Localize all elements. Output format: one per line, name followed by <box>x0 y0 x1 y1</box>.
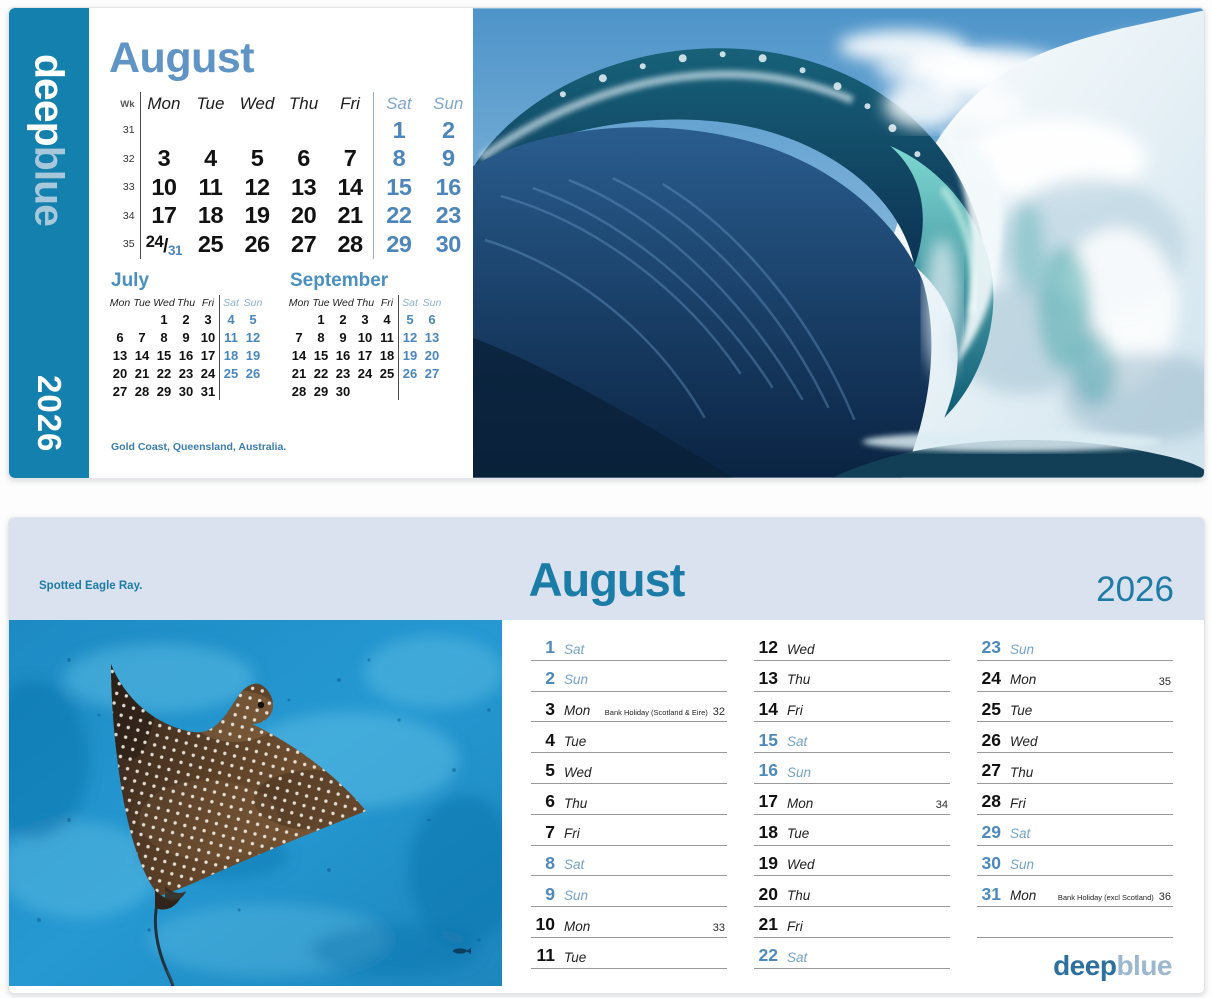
grid-week-row <box>105 230 473 259</box>
mini-day-cell: 29 <box>313 383 329 399</box>
mini-day-cell: 11 <box>380 329 394 345</box>
empty-ruled-line <box>977 907 1173 938</box>
brand-blue: blue <box>26 145 73 226</box>
day-name: Mon <box>1010 888 1037 903</box>
mini-day-cell: 21 <box>134 365 150 381</box>
day-name: Fri <box>564 826 580 842</box>
day-cell: 29 <box>374 230 424 259</box>
day-row-right <box>936 799 950 811</box>
mini-day-cell: 15 <box>156 347 172 363</box>
mini-day-cell: 30 <box>178 383 194 399</box>
day-row <box>977 692 1173 723</box>
day-row <box>531 753 727 784</box>
day-row <box>531 722 727 753</box>
mini-day-cell: 14 <box>134 347 150 363</box>
mini-week-row <box>288 382 443 400</box>
mini-day-cell <box>109 310 131 328</box>
mini-day-cell: 7 <box>295 329 303 345</box>
mini-day-cell: 25 <box>379 365 395 381</box>
mini-day-cell: 17 <box>200 347 216 363</box>
day-name: Wed <box>1010 734 1038 750</box>
day-cell: 11 <box>198 173 223 200</box>
day-cell: 12 <box>244 173 270 200</box>
eagle-ray-illustration <box>9 620 502 986</box>
mini-day-cell: 22 <box>156 365 172 381</box>
day-cell: 16 <box>435 173 461 200</box>
mini-day-cell <box>220 382 243 400</box>
mini-week-row <box>109 328 264 346</box>
day-row-right <box>713 922 727 934</box>
mini-header-fri: Fri <box>201 296 215 309</box>
day-row <box>754 630 950 661</box>
day-name: Sun <box>564 672 589 688</box>
day-name: Mon <box>564 703 591 719</box>
holiday-note: Bank Holiday (Scotland & Eire) <box>604 708 708 718</box>
day-column-2 <box>754 630 950 969</box>
grid-header-fri: Fri <box>340 94 360 113</box>
day-name: Mon <box>564 918 591 934</box>
mini-week-row <box>109 310 264 328</box>
day-cell: 10 <box>140 173 187 202</box>
mini-week-row <box>288 364 443 382</box>
day-cell: 26 <box>244 230 270 257</box>
day-cell <box>187 116 233 145</box>
mini-day-cell: 12 <box>245 329 261 345</box>
header-band <box>9 518 1204 620</box>
day-number: 23 <box>981 637 1001 658</box>
mini-day-cell: 25 <box>220 364 243 382</box>
mini-day-cell: 24 <box>357 365 373 381</box>
mini-header-sat: Sat <box>399 295 422 310</box>
day-row <box>977 846 1173 877</box>
day-name: Sat <box>787 734 808 750</box>
day-number: 17 <box>758 791 778 812</box>
mini-day-cell: 6 <box>428 311 436 327</box>
week-number: 31 <box>122 124 135 137</box>
mini-header-fri: Fri <box>380 296 394 309</box>
day-row-right <box>1058 891 1173 903</box>
mini-day-cell: 10 <box>357 329 373 345</box>
day-number: 25 <box>981 698 1001 719</box>
day-number: 29 <box>981 822 1001 843</box>
week-number: 33 <box>122 181 135 194</box>
day-number: 8 <box>545 852 555 873</box>
day-24: 24 <box>145 232 164 251</box>
day-number: 7 <box>545 822 555 843</box>
day-number: 21 <box>758 914 778 935</box>
week-number: 35 <box>1158 675 1171 688</box>
mini-day-cell: 19 <box>399 346 422 364</box>
day-name: Mon <box>787 795 814 811</box>
mini-day-cell: 26 <box>245 365 261 381</box>
mini-month-title: September <box>290 270 389 291</box>
week-number: 32 <box>712 706 725 719</box>
day-number: 3 <box>545 698 555 719</box>
august-grid-body <box>105 116 473 259</box>
mini-week-row <box>288 328 443 346</box>
day-number: 14 <box>758 698 778 719</box>
day-column-3 <box>977 630 1173 969</box>
day-cell: 25 <box>197 230 224 257</box>
day-name: Mon <box>1010 672 1037 688</box>
mini-day-cell: 3 <box>204 311 212 327</box>
mini-day-cell: 5 <box>249 311 257 327</box>
brand-deep: deep <box>26 54 73 146</box>
day-row <box>531 661 727 692</box>
top-calendar-card <box>8 7 1205 479</box>
day-row <box>754 907 950 938</box>
day-number: 2 <box>545 668 555 689</box>
mini-day-cell: 24 <box>200 365 216 381</box>
mini-day-cell: 16 <box>178 347 194 363</box>
mini-calendar-september <box>288 270 443 400</box>
day-row <box>531 815 727 846</box>
mini-day-cell: 7 <box>138 329 146 345</box>
mini-header-sun: Sun <box>422 296 442 309</box>
mini-header-sat: Sat <box>220 295 243 310</box>
mini-day-cell: 26 <box>399 364 422 382</box>
day-name: Sat <box>787 949 808 965</box>
day-row <box>531 784 727 815</box>
grid-header-tue: Tue <box>196 94 225 113</box>
mini-week-row <box>109 382 264 400</box>
day-column-1 <box>531 630 727 969</box>
mini-calendar-grid <box>288 295 443 400</box>
mini-day-cell: 3 <box>361 311 369 327</box>
day-row <box>977 661 1173 692</box>
day-cell: 15 <box>374 173 424 202</box>
day-row <box>977 784 1173 815</box>
mini-day-cell: 30 <box>335 383 351 399</box>
day-cell: 21 <box>337 202 363 229</box>
day-name: Wed <box>564 764 592 780</box>
ocean-wave-photo <box>473 8 1204 478</box>
day-name: Sun <box>787 764 812 780</box>
day-cell: 2 <box>441 116 455 143</box>
mini-day-cell: 11 <box>220 328 243 346</box>
day-row <box>754 753 950 784</box>
bottom-month-title: August <box>528 553 685 606</box>
holiday-note: Bank Holiday (excl Scotland) <box>1057 893 1154 903</box>
brand-sidebar <box>9 8 89 478</box>
day-cell <box>140 230 187 259</box>
mini-day-cell: 28 <box>291 383 307 399</box>
day-row <box>977 722 1173 753</box>
day-cell <box>234 116 281 145</box>
day-name: Sun <box>564 888 589 903</box>
mini-day-cell: 19 <box>245 347 261 363</box>
mini-day-cell: 18 <box>220 346 243 364</box>
day-number: 22 <box>758 945 778 966</box>
day-name: Tue <box>1010 703 1033 719</box>
day-name: Fri <box>787 918 803 934</box>
day-name: Thu <box>1010 764 1034 780</box>
day-cell <box>327 116 374 145</box>
week-number: 34 <box>935 798 948 811</box>
day-cell: 8 <box>374 145 424 174</box>
day-number: 20 <box>758 883 778 904</box>
grid-header-sun: Sun <box>433 94 464 113</box>
wk-label: Wk <box>120 98 135 110</box>
mini-day-cell: 9 <box>339 329 347 345</box>
day-cell: 17 <box>140 202 187 231</box>
grid-week-row <box>105 173 473 202</box>
day-list-columns <box>531 630 1173 969</box>
day-cell: 22 <box>374 202 424 231</box>
mini-day-cell <box>131 310 153 328</box>
day-number: 10 <box>535 914 555 935</box>
day-number: 27 <box>981 760 1001 781</box>
grid-week-row <box>105 116 473 145</box>
mini-day-cell: 2 <box>339 311 347 327</box>
mini-day-cell: 23 <box>335 365 351 381</box>
mini-day-cell: 31 <box>200 383 216 399</box>
day-name: Sat <box>564 641 585 657</box>
day-number: 6 <box>545 791 555 812</box>
grid-header-thu: Thu <box>288 94 319 113</box>
day-row <box>977 876 1173 907</box>
day-row <box>754 938 950 969</box>
mini-day-cell: 29 <box>156 383 172 399</box>
mini-day-cell <box>354 382 376 400</box>
day-name: Fri <box>1010 795 1026 811</box>
day-name: Wed <box>787 857 815 873</box>
mini-day-cell: 21 <box>291 365 307 381</box>
day-row <box>754 876 950 907</box>
day-cell: 23 <box>435 202 461 229</box>
mini-day-cell: 27 <box>424 365 440 381</box>
mini-day-cell: 23 <box>178 365 194 381</box>
day-cell: 3 <box>140 145 187 174</box>
day-number: 4 <box>545 729 555 750</box>
day-cell: 27 <box>291 230 317 257</box>
mini-day-cell: 2 <box>182 311 190 327</box>
week-number: 36 <box>1158 891 1171 904</box>
day-row <box>977 815 1173 846</box>
mini-day-cell: 20 <box>112 365 128 381</box>
mini-day-cell: 12 <box>399 328 422 346</box>
day-name: Sun <box>1010 641 1035 657</box>
day-cell: 18 <box>197 202 224 229</box>
grid-header-row <box>105 92 473 116</box>
brand-deep: deep <box>1053 950 1117 981</box>
day-cell: 13 <box>291 173 317 200</box>
mini-day-cell <box>421 382 443 400</box>
mini-header-tue: Tue <box>312 296 330 309</box>
week-number: 32 <box>122 152 135 165</box>
mini-header-row <box>288 295 443 310</box>
mini-day-cell: 22 <box>313 365 329 381</box>
bottom-calendar-card <box>8 517 1205 994</box>
day-number: 30 <box>981 852 1001 873</box>
mini-header-wed: Wed <box>153 296 175 309</box>
day-cell: 5 <box>250 145 264 172</box>
day-row <box>531 938 727 969</box>
mini-day-cell: 8 <box>160 329 168 345</box>
month-title: August <box>109 34 255 82</box>
mini-day-cell: 9 <box>182 329 190 345</box>
day-cell: 20 <box>291 202 317 229</box>
day-name: Sat <box>1010 826 1031 842</box>
mini-month-title: July <box>111 270 150 291</box>
mini-calendar-july <box>109 270 264 400</box>
day-name: Tue <box>787 826 810 842</box>
day-number: 31 <box>981 883 1001 904</box>
day-row <box>977 753 1173 784</box>
mini-day-cell: 1 <box>317 311 325 327</box>
day-name: Sun <box>1010 857 1035 873</box>
mini-header-row <box>109 295 264 310</box>
day-name: Wed <box>787 641 815 657</box>
mini-day-cell: 6 <box>116 329 124 345</box>
day-name: Thu <box>787 888 811 903</box>
day-number: 26 <box>981 729 1001 750</box>
mini-day-cell: 16 <box>335 347 351 363</box>
day-cell <box>140 116 187 145</box>
mini-day-cell: 13 <box>424 329 440 345</box>
bottom-year: 2026 <box>1096 570 1174 609</box>
mini-day-cell: 4 <box>383 311 391 327</box>
mini-day-cell: 15 <box>313 347 329 363</box>
day-name: Thu <box>564 795 588 811</box>
day-row <box>531 907 727 938</box>
day-number: 15 <box>758 729 778 750</box>
day-cell: 14 <box>337 173 363 200</box>
day-row <box>754 692 950 723</box>
week-number: 33 <box>712 921 725 934</box>
day-number: 9 <box>545 883 555 904</box>
mini-day-cell: 4 <box>220 310 243 328</box>
day-cell <box>280 116 327 145</box>
mini-day-cell: 27 <box>112 383 128 399</box>
grid-header-wed: Wed <box>239 94 275 113</box>
day-number: 18 <box>758 822 778 843</box>
mini-week-row <box>109 364 264 382</box>
mini-day-cell <box>288 310 310 328</box>
photo-location-caption: Gold Coast, Queensland, Australia. <box>111 441 287 453</box>
day-row-right <box>605 706 727 718</box>
mini-header-sun: Sun <box>243 296 263 309</box>
week-number: 34 <box>122 209 135 222</box>
mini-day-cell: 17 <box>357 347 373 363</box>
day-name: Thu <box>787 672 811 688</box>
day-cell: 4 <box>204 145 217 172</box>
day-name: Tue <box>564 734 587 750</box>
photo-subject-caption: Spotted Eagle Ray. <box>39 580 143 592</box>
day-cell: 30 <box>435 230 461 257</box>
day-row <box>754 815 950 846</box>
day-row <box>754 661 950 692</box>
mini-header-mon: Mon <box>109 296 131 309</box>
day-number: 1 <box>545 637 555 658</box>
day-number: 11 <box>536 945 555 966</box>
day-name: Sat <box>564 857 585 873</box>
day-name: Fri <box>787 703 803 719</box>
mini-day-cell: 13 <box>112 347 128 363</box>
mini-header-thu: Thu <box>176 296 196 309</box>
mini-header-mon: Mon <box>288 296 310 309</box>
grid-header-mon: Mon <box>140 92 187 116</box>
day-number: 19 <box>758 852 778 873</box>
day-31: 31 <box>167 242 182 258</box>
day-row <box>531 630 727 661</box>
mini-day-cell: 8 <box>317 329 325 345</box>
mini-calendar-grid <box>109 295 264 400</box>
mini-day-cell: 28 <box>134 383 150 399</box>
day-row <box>531 846 727 877</box>
brand-blue: blue <box>1116 950 1172 981</box>
mini-week-row <box>288 310 443 328</box>
mini-day-cell: 20 <box>424 347 440 363</box>
mini-day-cell: 14 <box>291 347 307 363</box>
mini-day-cell: 10 <box>200 329 216 345</box>
mini-header-tue: Tue <box>133 296 151 309</box>
grid-header-sat: Sat <box>374 92 424 116</box>
day-number: 28 <box>981 791 1001 812</box>
mini-calendars <box>109 270 443 400</box>
day-name: Tue <box>564 949 587 965</box>
day-row <box>754 784 950 815</box>
day-row <box>754 846 950 877</box>
mini-day-cell <box>376 382 399 400</box>
day-cell: 28 <box>337 230 363 257</box>
day-number: 12 <box>758 637 778 658</box>
calendar-grid-area <box>89 8 473 478</box>
day-number: 13 <box>758 668 778 689</box>
mini-header-wed: Wed <box>332 296 354 309</box>
mini-day-cell: 1 <box>160 311 168 327</box>
grid-week-row <box>105 145 473 174</box>
mini-day-cell: 5 <box>399 310 422 328</box>
brand-logo <box>1053 950 1172 982</box>
august-grid <box>105 92 473 259</box>
day-cell: 9 <box>441 145 455 172</box>
day-number: 16 <box>758 760 778 781</box>
week-number: 35 <box>122 238 135 251</box>
day-row <box>754 722 950 753</box>
mini-day-cell: 18 <box>379 347 395 363</box>
day-cell: 7 <box>343 145 357 172</box>
eagle-ray-photo <box>9 620 502 986</box>
wave-illustration <box>473 8 1204 478</box>
day-number: 5 <box>545 760 555 781</box>
day-row-right <box>1159 676 1173 688</box>
day-cell: 1 <box>374 116 424 145</box>
brand-logo-vertical <box>26 54 73 226</box>
day-row <box>531 876 727 907</box>
day-row <box>531 692 727 723</box>
sidebar-year: 2026 <box>31 374 68 452</box>
mini-day-cell <box>399 382 422 400</box>
mini-week-row <box>109 346 264 364</box>
day-number: 24 <box>981 668 1001 689</box>
day-cell: 19 <box>244 202 270 229</box>
mini-day-cell <box>242 382 264 400</box>
day-cell: 6 <box>297 145 310 172</box>
day-row <box>977 630 1173 661</box>
grid-week-row <box>105 202 473 231</box>
mini-header-thu: Thu <box>355 296 375 309</box>
slash: / <box>163 235 168 257</box>
mini-week-row <box>288 346 443 364</box>
